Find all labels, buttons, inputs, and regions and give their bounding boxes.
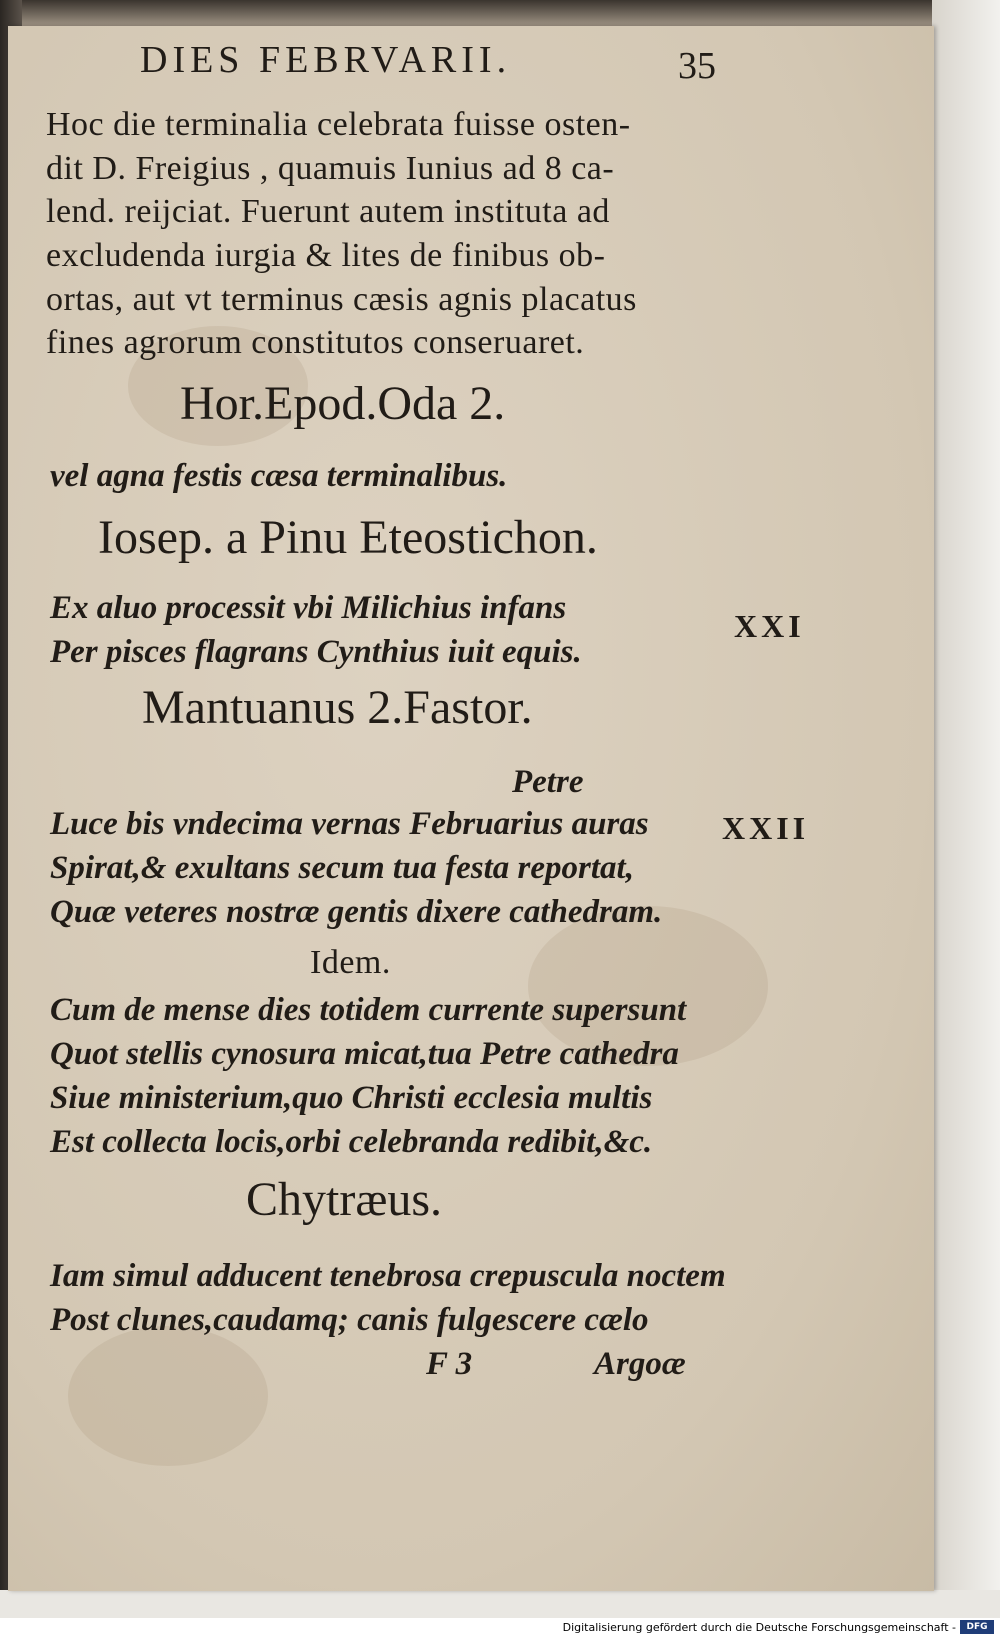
verse-line: Post clunes,caudamq; canis fulgescere cælo — [50, 1302, 649, 1338]
verse-line: Quot stellis cynosura micat,tua Petre cathedra — [50, 1036, 679, 1072]
verse-line: Luce bis vndecima vernas Februarius auras — [50, 806, 649, 842]
verse-line: Per pisces flagrans Cynthius iuit equis. — [50, 634, 582, 670]
paper-stain — [68, 1326, 268, 1466]
verse-line: Est collecta locis,orbi celebranda redibit,&c. — [50, 1124, 653, 1160]
intro-line: lend. reijciat. Fuerunt autem instituta ad — [46, 193, 610, 230]
intro-line: ortas, aut vt terminus cæsis agnis placatus — [46, 281, 637, 318]
section-title-chytraeus: Chytræus. — [246, 1173, 443, 1226]
margin-day-number: XXI — [734, 608, 805, 644]
verse-line: Quæ veteres nostræ gentis dixere cathedram. — [50, 894, 663, 930]
section-title-iosep: Iosep. a Pinu Eteostichon. — [98, 511, 598, 564]
verse-line: Siue ministerium,quo Christi ecclesia multis — [50, 1080, 653, 1116]
section-title-mantuanus: Mantuanus 2.Fastor. — [142, 681, 533, 734]
intro-line: dit D. Freigius , quamuis Iunius ad 8 ca- — [46, 150, 615, 187]
intro-line: excludenda iurgia & lites de finibus ob- — [46, 237, 606, 274]
verse-line: Cum de mense dies totidem currente supersunt — [50, 992, 687, 1028]
page-number: 35 — [678, 45, 716, 87]
digitization-note: Digitalisierung gefördert durch die Deutsche Forschungsgemeinschaft - — [562, 1621, 956, 1634]
intro-line: fines agrorum constitutos conseruaret. — [46, 324, 585, 361]
dfg-logo-icon: DFG — [960, 1620, 994, 1634]
idem-label: Idem. — [310, 944, 391, 981]
scan-right-margin — [932, 0, 1000, 1590]
catchword: Argoæ — [594, 1346, 686, 1382]
verse-line: vel agna festis cæsa terminalibus. — [50, 458, 508, 494]
verse-line: Iam simul adducent tenebrosa crepuscula noctem — [50, 1258, 726, 1294]
book-top-edge — [0, 0, 1000, 28]
verse-line: Petre — [512, 764, 584, 800]
intro-line: Hoc die terminalia celebrata fuisse osten- — [46, 106, 631, 143]
verse-line: Ex aluo processit vbi Milichius infans — [50, 590, 567, 626]
verse-line: Spirat,& exultans secum tua festa reportat, — [50, 850, 634, 886]
margin-day-number: XXII — [722, 810, 810, 846]
running-title: DIES FEBRVARII. — [140, 39, 512, 81]
section-title-horace: Hor.Epod.Oda 2. — [180, 377, 506, 430]
signature-mark: F 3 — [426, 1346, 473, 1382]
